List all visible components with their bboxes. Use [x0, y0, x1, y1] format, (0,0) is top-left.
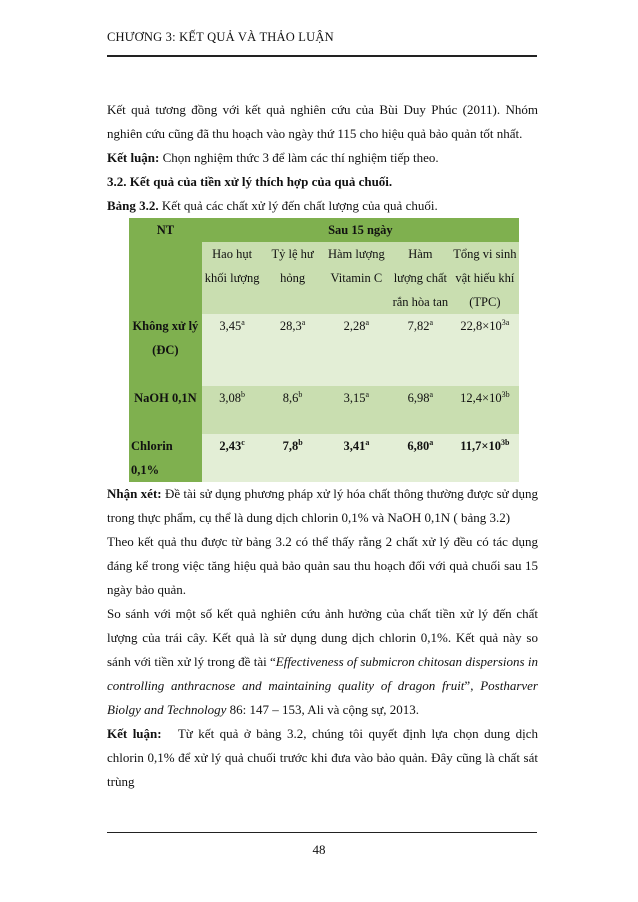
table-cell: $22,8\times 10^{3a}$ [451, 314, 519, 386]
table-cell: 2,43$^c$ [202, 434, 263, 482]
column-header: Hàm lượng chất rắn hòa tan [392, 247, 449, 309]
table-row [129, 434, 519, 482]
journal-name: Postharver Biolgy and Technology [107, 678, 538, 717]
conclusion-1-text: Chọn nghiệm thức 3 để làm các thí nghiệm tiếp theo. [159, 150, 439, 165]
table-cell: 8,6$^b$ [262, 386, 322, 434]
table-cell: 6,98$^a$ [390, 386, 451, 434]
row-label: NaOH 0,1N [129, 386, 202, 434]
header-group: Sau 15 ngày [202, 218, 519, 242]
page-number: 48 [312, 842, 326, 857]
page-content [107, 98, 542, 794]
table-caption-label: Bảng 3.2. [107, 198, 159, 213]
table-cell: 3,15$^a$ [323, 386, 390, 434]
row-label: Không xử lý (ĐC) [129, 314, 202, 386]
table-cell: 28,3$^a$ [262, 314, 322, 386]
table-cell: 3,08$^b$ [202, 386, 263, 434]
table-cell: 7,82$^a$ [390, 314, 451, 386]
table-cell: 3,41$^a$ [323, 434, 390, 482]
footer-rule [107, 832, 537, 833]
paragraph-1: Kết quả tương đồng với kết quả nghiên cứu của Bùi Duy Phúc (2011). Nhóm nghiên cứu cũng đã thu hoạch vào ngày thứ 115 cho hiệu quả bảo quản tốt nhất. [107, 102, 538, 141]
table-caption [107, 194, 538, 218]
cited-title: Effectiveness of submicron chitosan dispersions in controlling anthracnose and maintaining quality of dragon fruit [107, 654, 538, 693]
column-header: Tổng vi sinh vật hiếu khí (TPC) [453, 247, 517, 309]
row-label: Chlorin 0,1% [129, 434, 202, 482]
table-cell: 2,28$^a$ [323, 314, 390, 386]
conclusion-2-text: Từ kết quả ở bảng 3.2, chúng tôi quyết định lựa chọn dung dịch chlorin 0,1% để xử lý quả chuối trước khi đưa vào bảo quản. Đây cũng là chất sát trùng [107, 726, 542, 789]
results-table [129, 218, 519, 482]
table-row [129, 386, 519, 434]
column-header: Hao hụt khối lượng [204, 247, 260, 285]
column-header: Hàm lượng Vitamin C [327, 247, 385, 285]
table-cell: 7,8$^b$ [262, 434, 322, 482]
column-header: Tỷ lệ hư hỏng [271, 247, 314, 285]
paragraph-3: So sánh với một số kết quả nghiên cứu ảnh hưởng của chất tiền xử lý đến chất lượng của trái cây. Kết quả là sử dụng dung dịch chlorin 0,1%. Kết quả này so sánh với tiền xử lý trong đề tài “Effectiveness of submicron chitosan dispersions in controlling anthracnose and maintaining quality of dragon fruit”, Postharver Biolgy and Technology 86: 147 – 153, Ali và cộng sự, 2013. [107, 606, 538, 717]
table-cell: 6,80$^a$ [390, 434, 451, 482]
section-heading: 3.2. Kết quả của tiền xử lý thích hợp của quả chuối. [107, 174, 393, 189]
remark-text: Đề tài sử dụng phương pháp xử lý hóa chất thông thường được sử dụng trong thực phẩm, cụ thể là dung dịch chlorin 0,1% và NaOH 0,1N ( bảng 3.2) [107, 486, 538, 525]
table-cell: 3,45$^a$ [202, 314, 263, 386]
table-cell: $11,7\times 10^{3b}$ [451, 434, 519, 482]
remark-label: Nhận xét: [107, 486, 162, 501]
remark [107, 482, 538, 530]
conclusion-1-label: Kết luận: [107, 150, 160, 165]
table-row [129, 314, 519, 386]
paragraph-2: Theo kết quả thu được từ bảng 3.2 có thể thấy rằng 2 chất xử lý đều có tác dụng đáng kể trong việc tăng hiệu quả bảo quản sau thu hoạch đối với quả chuối sau 15 ngày bảo quản. [107, 534, 538, 597]
running-header: CHƯƠNG 3: KẾT QUẢ VÀ THẢO LUẬN [107, 30, 334, 44]
table-cell: $12,4\times 10^{3b}$ [451, 386, 519, 434]
conclusion-2-label: Kết luận: [107, 726, 162, 741]
conclusion-2 [107, 722, 542, 794]
table-caption-text: Kết quả các chất xử lý đến chất lượng của quả chuối. [158, 198, 438, 213]
header-rule [107, 55, 537, 57]
header-nt: NT [129, 218, 202, 314]
conclusion-1 [107, 146, 538, 170]
